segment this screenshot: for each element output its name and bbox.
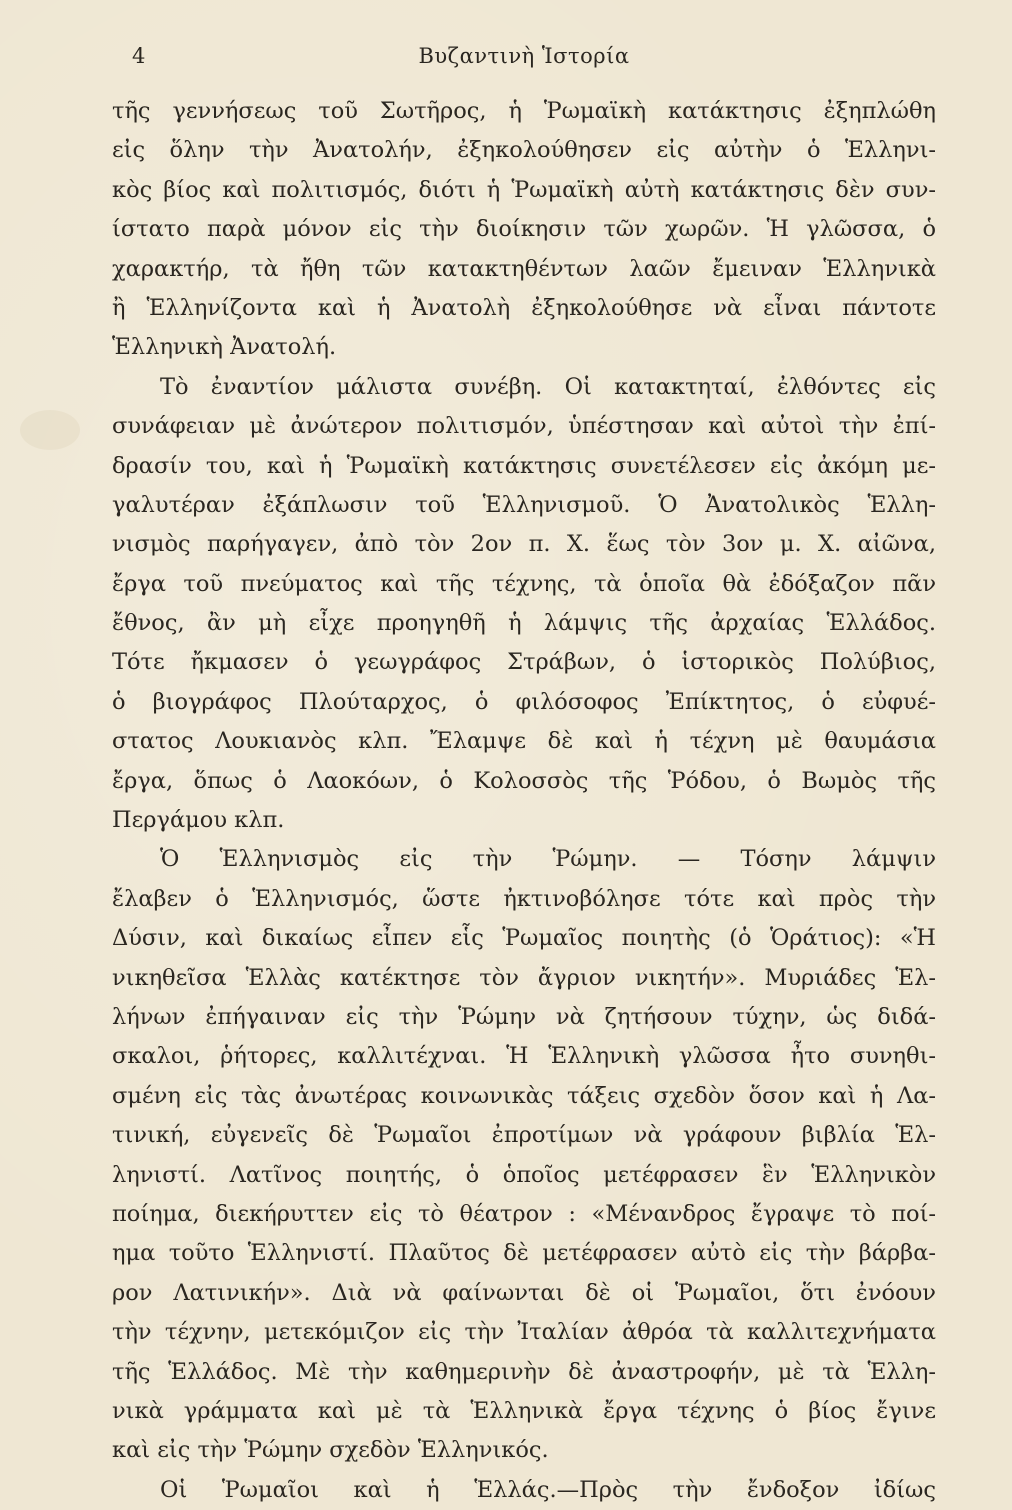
running-title: Βυζαντινὴ Ἱστορία: [418, 44, 630, 68]
text-line: νικὰ γράμματα καὶ μὲ τὰ Ἑλληνικὰ ἔργα τέχνης ὁ βίος ἔγινε: [112, 1397, 936, 1424]
text-line: τῆς Ἑλλάδος. Μὲ τὴν καθημερινὴν δὲ ἀναστροφήν, μὲ τὰ Ἑλλη-: [112, 1358, 936, 1385]
page-number: 4: [132, 44, 146, 68]
text-line: τινική, εὐγενεῖς δὲ Ῥωμαῖοι ἐπροτίμων νὰ γράφουν βιβλία Ἑλ-: [112, 1122, 936, 1149]
text-line: νισμὸς παρήγαγεν, ἀπὸ τὸν 2ον π. Χ. ἕως τὸν 3ον μ. Χ. αἰῶνα,: [112, 531, 936, 558]
text-line: Περγάμου κλπ.: [112, 807, 285, 834]
section-heading-line: Ὁ Ἑλληνισμὸς εἰς τὴν Ῥώμην. — Τόσην λάμψιν: [160, 846, 936, 873]
text-line: ἔργα τοῦ πνεύματος καὶ τῆς τέχνης, τὰ ὁποῖα θὰ ἐδόξαζον πᾶν: [112, 570, 936, 597]
text-line: δρασίν του, καὶ ἡ Ῥωμαϊκὴ κατάκτησις συνετέλεσεν εἰς ἀκόμη με-: [112, 452, 936, 479]
text-line: ἢ Ἑλληνίζοντα καὶ ἡ Ἀνατολὴ ἐξηκολούθησε νὰ εἶναι πάντοτε: [112, 294, 936, 321]
text-line: ρον Λατινικήν». Διὰ νὰ φαίνωνται δὲ οἱ Ῥωμαῖοι, ὅτι ἐνόουν: [112, 1279, 936, 1306]
text-line: Δύσιν, καὶ δικαίως εἶπεν εἷς Ῥωμαῖος ποιητὴς (ὁ Ὁράτιος): «Ἡ: [112, 925, 936, 952]
text-line: νικηθεῖσα Ἑλλὰς κατέκτησε τὸν ἄγριον νικητήν». Μυριάδες Ἑλ-: [112, 964, 936, 991]
text-line: γαλυτέραν ἐξάπλωσιν τοῦ Ἑλληνισμοῦ. Ὁ Ἀνατολικὸς Ἑλλη-: [112, 491, 936, 518]
text-line: συνάφειαν μὲ ἀνώτερον πολιτισμόν, ὑπέστησαν καὶ αὐτοὶ τὴν ἐπί-: [112, 413, 936, 440]
text-line: σκαλοι, ῥήτορες, καλλιτέχναι. Ἡ Ἑλληνικὴ γλῶσσα ἦτο συνηθι-: [112, 1043, 936, 1070]
text-line: λήνων ἐπήγαιναν εἰς τὴν Ῥώμην νὰ ζητήσουν τύχην, ὡς διδά-: [112, 1003, 936, 1030]
text-line: σμένη εἰς τὰς ἀνωτέρας κοινωνικὰς τάξεις σχεδὸν ὅσον καὶ ἡ Λα-: [112, 1082, 936, 1109]
text-line: τὴν τέχνην, μετεκόμιζον εἰς τὴν Ἰταλίαν ἀθρόα τὰ καλλιτεχνήματα: [112, 1319, 936, 1346]
text-line: κὸς βίος καὶ πολιτισμός, διότι ἡ Ῥωμαϊκὴ αὐτὴ κατάκτησις δὲν συν-: [112, 176, 936, 203]
text-line: εἰς ὅλην τὴν Ἀνατολήν, ἐξηκολούθησεν εἰς αὐτὴν ὁ Ἑλληνι-: [112, 137, 936, 164]
text-line: τῆς γεννήσεως τοῦ Σωτῆρος, ἡ Ῥωμαϊκὴ κατάκτησις ἐξηπλώθη: [112, 98, 936, 124]
body-text: [112, 92, 936, 1510]
text-line: ἔλαβεν ὁ Ἑλληνισμός, ὥστε ἠκτινοβόλησε τότε καὶ πρὸς τὴν: [112, 885, 936, 912]
page-header: [112, 44, 936, 78]
text-line: ποίημα, διεκήρυττεν εἰς τὸ θέατρον : «Μένανδρος ἔγραψε τὸ ποί-: [112, 1200, 936, 1227]
text-line: Τότε ἤκμασεν ὁ γεωγράφος Στράβων, ὁ ἱστορικὸς Πολύβιος,: [112, 649, 936, 676]
text-line: Ἑλληνικὴ Ἀνατολή.: [112, 334, 337, 361]
paper-stain: [20, 410, 80, 450]
text-line: ἔθνος, ἂν μὴ εἶχε προηγηθῆ ἡ λάμψις τῆς ἀρχαίας Ἑλλάδος.: [112, 610, 936, 637]
text-line: Τὸ ἐναντίον μάλιστα συνέβη. Οἱ κατακτηταί, ἐλθόντες εἰς: [160, 373, 936, 400]
text-line: ημα τοῦτο Ἑλληνιστί. Πλαῦτος δὲ μετέφρασεν αὐτὸ εἰς τὴν βάρβα-: [112, 1240, 936, 1267]
section-heading-line: Οἱ Ῥωμαῖοι καὶ ἡ Ἑλλάς.—Πρὸς τὴν ἔνδοξον ἰδίως: [160, 1476, 936, 1503]
text-line: χαρακτήρ, τὰ ἤθη τῶν κατακτηθέντων λαῶν ἔμειναν Ἑλληνικὰ: [112, 255, 936, 282]
text-line: καὶ εἰς τὴν Ῥώμην σχεδὸν Ἑλληνικός.: [112, 1437, 549, 1464]
text-line: ίστατο παρὰ μόνον εἰς τὴν διοίκησιν τῶν χωρῶν. Ἡ γλῶσσα, ὁ: [112, 216, 936, 243]
text-line: στατος Λουκιανὸς κλπ. Ἔλαμψε δὲ καὶ ἡ τέχνη μὲ θαυμάσια: [112, 728, 936, 755]
text-line: ληνιστί. Λατῖνος ποιητής, ὁ ὁποῖος μετέφρασεν ἓν Ἑλληνικὸν: [112, 1161, 936, 1188]
text-line: ἔργα, ὅπως ὁ Λαοκόων, ὁ Κολοσσὸς τῆς Ῥόδου, ὁ Βωμὸς τῆς: [112, 767, 936, 794]
text-line: ὁ βιογράφος Πλούταρχος, ὁ φιλόσοφος Ἐπίκτητος, ὁ εὐφυέ-: [112, 688, 936, 715]
